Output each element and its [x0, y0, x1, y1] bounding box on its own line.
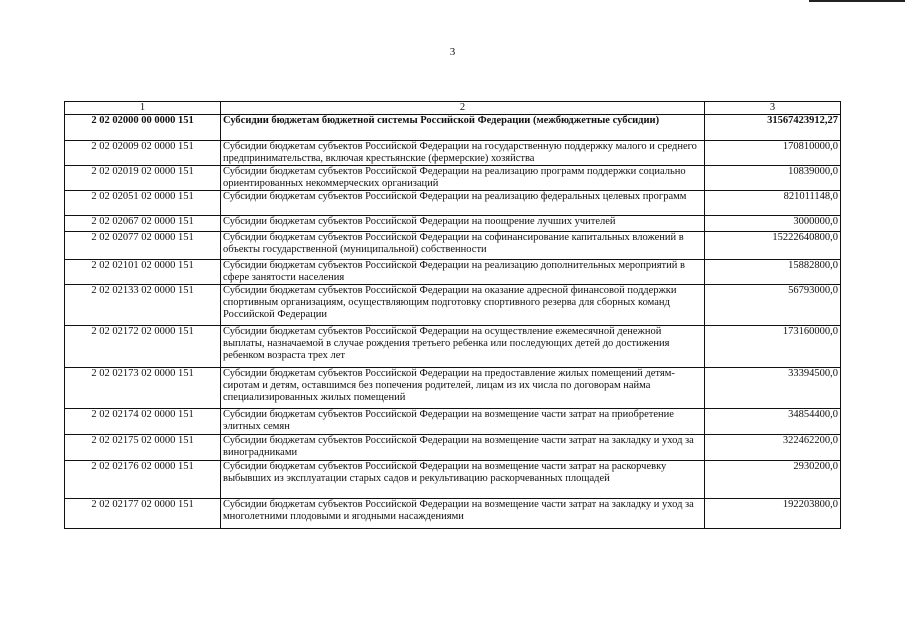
- scan-edge-mark: [809, 0, 905, 2]
- row-amount-cell: 15222640800,0: [705, 232, 841, 260]
- table-row: [65, 435, 841, 461]
- row-amount-cell: 34854400,0: [705, 409, 841, 435]
- row-amount-cell: 2930200,0: [705, 461, 841, 499]
- row-description-cell: Субсидии бюджетам субъектов Российской Федерации на государственную поддержку малого и среднего предпринимательства, включая крестьянские (фермерские) хозяйства: [221, 141, 705, 166]
- row-code-cell: 2 02 02176 02 0000 151: [65, 461, 221, 499]
- row-code-cell: 2 02 02019 02 0000 151: [65, 166, 221, 191]
- table-row: [65, 216, 841, 232]
- row-amount-cell: 15882800,0: [705, 260, 841, 285]
- table-row: [65, 461, 841, 499]
- table-row: [65, 141, 841, 166]
- column-header-code: 1: [65, 102, 221, 115]
- row-description-cell: Субсидии бюджетам субъектов Российской Федерации на реализацию программ поддержки социально ориентированных некоммерческих организаций: [221, 166, 705, 191]
- table-body: [65, 115, 841, 529]
- budget-revenue-table: [64, 101, 841, 529]
- row-amount-cell: 170810000,0: [705, 141, 841, 166]
- row-description-cell: Субсидии бюджетам субъектов Российской Федерации на возмещение части затрат на закладку и уход за многолетними плодовыми и ягодными насаждениями: [221, 499, 705, 529]
- column-header-description: 2: [221, 102, 705, 115]
- row-code-cell: 2 02 02009 02 0000 151: [65, 141, 221, 166]
- row-description-cell: Субсидии бюджетам субъектов Российской Федерации на предоставление жилых помещений детям-сиротам и детям, оставшимся без попечения родителей, лицам из их числа по договорам найма специализированных жилых помещений: [221, 368, 705, 409]
- row-description-cell: Субсидии бюджетам субъектов Российской Федерации на возмещение части затрат на раскорчевку выбывших из эксплуатации старых садов и рекультивацию раскорчеванных площадей: [221, 461, 705, 499]
- table-row: [65, 409, 841, 435]
- row-code-cell: 2 02 02175 02 0000 151: [65, 435, 221, 461]
- table-row: [65, 115, 841, 141]
- table-row: [65, 191, 841, 216]
- row-description-cell: Субсидии бюджетам субъектов Российской Федерации на возмещение части затрат на закладку и уход за виноградниками: [221, 435, 705, 461]
- row-code-cell: 2 02 02172 02 0000 151: [65, 326, 221, 368]
- row-amount-cell: 31567423912,27: [705, 115, 841, 141]
- row-amount-cell: 322462200,0: [705, 435, 841, 461]
- row-amount-cell: 10839000,0: [705, 166, 841, 191]
- column-header-amount: 3: [705, 102, 841, 115]
- row-description-cell: Субсидии бюджетам субъектов Российской Федерации на реализацию федеральных целевых программ: [221, 191, 705, 216]
- row-description-cell: Субсидии бюджетам субъектов Российской Федерации на реализацию дополнительных мероприятий в сфере занятости населения: [221, 260, 705, 285]
- table-row: [65, 232, 841, 260]
- row-description-cell: Субсидии бюджетам субъектов Российской Федерации на поощрение лучших учителей: [221, 216, 705, 232]
- row-amount-cell: 56793000,0: [705, 285, 841, 326]
- row-description-cell: Субсидии бюджетам субъектов Российской Федерации на софинансирование капитальных вложений в объекты государственной (муниципальной) собственности: [221, 232, 705, 260]
- table-row: [65, 368, 841, 409]
- row-code-cell: 2 02 02000 00 0000 151: [65, 115, 221, 141]
- table-row: [65, 499, 841, 529]
- row-code-cell: 2 02 02077 02 0000 151: [65, 232, 221, 260]
- table-row: [65, 166, 841, 191]
- row-code-cell: 2 02 02133 02 0000 151: [65, 285, 221, 326]
- row-description-cell: Субсидии бюджетам субъектов Российской Федерации на возмещение части затрат на приобретение элитных семян: [221, 409, 705, 435]
- row-description-cell: Субсидии бюджетам субъектов Российской Федерации на осуществление ежемесячной денежной выплаты, назначаемой в случае рождения третьего ребенка или последующих детей до достижения ребенком возраста трех лет: [221, 326, 705, 368]
- row-code-cell: 2 02 02173 02 0000 151: [65, 368, 221, 409]
- row-description-cell: Субсидии бюджетам бюджетной системы Российской Федерации (межбюджетные субсидии): [221, 115, 705, 141]
- row-code-cell: 2 02 02177 02 0000 151: [65, 499, 221, 529]
- table-row: [65, 326, 841, 368]
- row-amount-cell: 173160000,0: [705, 326, 841, 368]
- row-code-cell: 2 02 02067 02 0000 151: [65, 216, 221, 232]
- table-row: [65, 260, 841, 285]
- row-amount-cell: 821011148,0: [705, 191, 841, 216]
- row-code-cell: 2 02 02174 02 0000 151: [65, 409, 221, 435]
- row-amount-cell: 192203800,0: [705, 499, 841, 529]
- row-description-cell: Субсидии бюджетам субъектов Российской Федерации на оказание адресной финансовой поддержки спортивным организациям, осуществляющим подготовку спортивного резерва для сборных команд Российской Федерации: [221, 285, 705, 326]
- row-amount-cell: 33394500,0: [705, 368, 841, 409]
- row-code-cell: 2 02 02051 02 0000 151: [65, 191, 221, 216]
- row-code-cell: 2 02 02101 02 0000 151: [65, 260, 221, 285]
- table-row: [65, 285, 841, 326]
- row-amount-cell: 3000000,0: [705, 216, 841, 232]
- page-number: 3: [449, 46, 456, 58]
- table-header-row: [65, 102, 841, 115]
